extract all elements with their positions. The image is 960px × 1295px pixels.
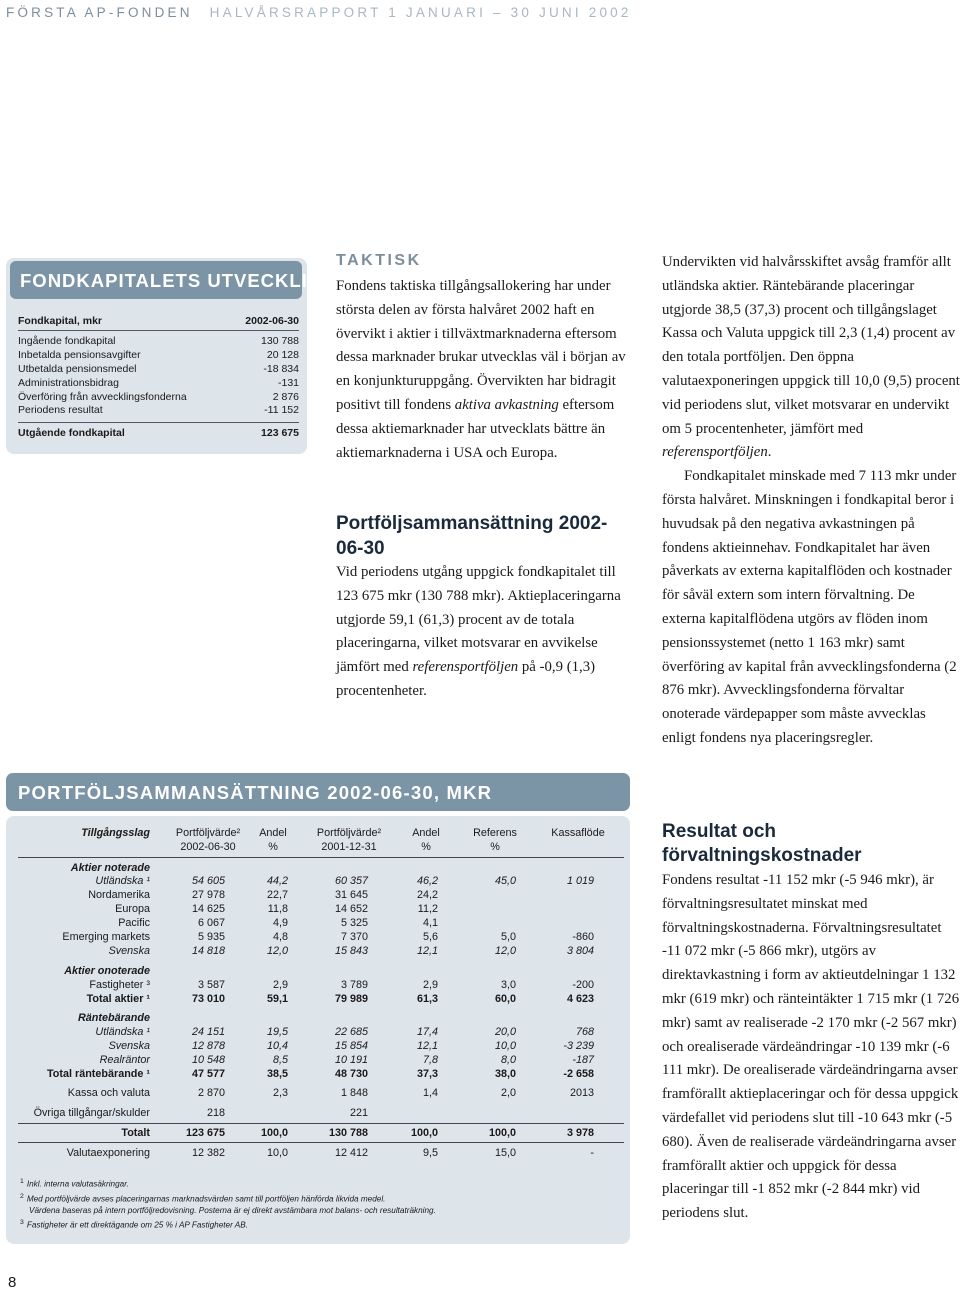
fondkapital-row-label: Inbetalda pensionsavgifter [18,348,141,361]
row-value: 7,8 [422,1054,438,1066]
portfolio-text [336,561,636,704]
row-value: 10 548 [191,1054,225,1066]
right-p1-emphasis: referensportföljen [662,444,768,461]
fondkapital-table [18,314,299,441]
portfolio-heading: Portföljsammansättning 2002-06-30 [336,513,608,559]
row-value: 27 978 [191,889,225,901]
row-value: 79 989 [334,993,368,1005]
column-subheader: % [490,841,500,853]
row-value: 4 623 [566,993,594,1005]
taktisk-p1-end: eftersom dessa aktiemarknader har utvecklats bättre än aktiemarknaderna i USA och Europa. [336,396,615,461]
footnote-text: Fastigheter är ett direktägande om 25 % i AP Fastigheter AB. [26,1221,248,1231]
table-rule [18,857,624,858]
row-value: 12,1 [416,1040,438,1052]
row-value: 1,4 [422,1087,438,1099]
row-value: 7 370 [340,931,368,943]
footnote-text: Värdena baseras på intern portföljredovisning. Posterna är ej direkt avstämbara mot balans- och resultaträkning. [29,1206,436,1216]
row-value: 46,2 [416,875,438,887]
row-value: 19,5 [266,1026,288,1038]
fondkapital-row [18,363,299,377]
row-label: Europa [115,903,150,915]
row-value: 123 675 [185,1127,225,1139]
taktisk-p1-emphasis: aktiva avkastning [454,396,559,413]
row-value: 73 010 [191,993,225,1005]
row-label: Övriga tillgångar/skulder [33,1107,150,1119]
row-value: 1 848 [340,1087,368,1099]
row-value: -3 239 [563,1040,594,1052]
column-subheader: % [268,841,278,853]
row-value: 22,7 [266,889,288,901]
row-value: 45,0 [494,875,516,887]
row-label: Valutaexponering [66,1147,150,1159]
row-value: 3 789 [340,979,368,991]
result-text [662,869,960,1226]
row-value: 11,8 [267,903,288,915]
row-value: 47 577 [191,1068,225,1080]
row-label: Total räntebärande ¹ [47,1068,150,1080]
table-rule [18,1142,624,1143]
fondkapital-row-value: -131 [277,376,299,389]
row-value: 5 935 [197,931,225,943]
row-value: 2,9 [272,979,288,991]
right-p1-end: . [767,444,772,461]
portfolio-p1: Vid periodens utgång uppgick fondkapitalet till 123 675 mkr (130 788 mkr). Aktieplaceringarna utgjorde 59,1 (61,3) procent av de totala placeringarna, vilket motsvarar en avvikelse jämfört med [336,564,621,676]
row-value: 9,5 [422,1147,438,1159]
footnote [20,1191,436,1206]
column-subheader: 2002-06-30 [180,841,236,853]
row-value: - [590,1147,594,1159]
fondkapital-head-date: 2002-06-30 [245,315,299,327]
result-p1: Fondens resultat -11 152 mkr (-5 946 mkr), är förvaltningsresultatet minskat med förvaltningskostnaderna. Förvaltningsresultatet -11 072 mkr (-5 866 mkr), utgörs av direktavkastning i form av aktieutdelningar 1 132 mkr (619 mkr) och ränteintäkter 1 715 mkr (1 726 mkr) samt av realiserade -2 170 mkr (-2 567 mkr) och orealiserade värdeändringar -10 139 mkr (-6 111 mkr). De orealiserade värdeändringarna avser framförallt aktieplaceringar och för dessa uppgick värdefallet vid periodens slut till -10 643 mkr (-5 680). Även de realiserade värdeändringarna avser framförallt aktier och uppgick för dessa placeringar till -1 852 mkr (-2 844 mkr) vid periodens slut. [662,872,960,1222]
row-value: 5 325 [340,917,368,929]
footnote-text: Med portföljvärde avses placeringarnas marknadsvärden samt till portföljen hänförda likvida medel. [26,1194,386,1204]
row-value: 54 605 [191,875,225,887]
row-label: Utländska ¹ [95,875,150,887]
portfolio-table-box [6,816,630,1244]
portfolio-p1-emphasis: referensportföljen [412,659,519,676]
report-title: HALVÅRSRAPPORT 1 JANUARI – 30 JUNI 2002 [209,5,632,20]
row-value: 768 [575,1026,594,1038]
row-label: Utländska ¹ [95,1026,150,1038]
fondkapital-box [6,258,338,454]
publisher-name: FÖRSTA AP-FONDEN [6,5,193,20]
row-value: 100,0 [260,1127,288,1139]
row-label: Totalt [121,1127,150,1139]
fondkapital-row-value: 130 788 [261,335,299,347]
row-value: 10,0 [266,1147,288,1159]
row-value: 130 788 [328,1127,368,1139]
fondkapital-row-label: Administrationsbidrag [18,376,119,389]
row-value: 5,6 [422,931,438,943]
row-value: 12 878 [191,1040,225,1052]
row-value: 17,4 [416,1026,438,1038]
row-value: 12,1 [416,945,438,957]
fondkapital-row-value: 2 876 [272,390,299,403]
row-value: 2,9 [422,979,438,991]
taktisk-text [336,275,636,465]
portfolio-table [18,821,624,1170]
row-value: 2013 [569,1087,594,1099]
row-value: 3 804 [566,945,594,957]
row-value: 60 357 [334,875,368,887]
row-value: 10 191 [334,1054,368,1066]
fondkapital-row-value: -18 834 [263,362,299,375]
footnote-mark: 2 [20,1192,24,1200]
row-value: 4,1 [422,917,438,929]
row-value: 15 854 [334,1040,368,1052]
portfolio-footnotes [20,1176,436,1232]
row-value: 12,0 [266,945,288,957]
row-value: 221 [349,1107,368,1119]
footnote-mark: 1 [20,1178,24,1185]
column-header: Portföljvärde² [316,827,382,839]
taktisk-p1: Fondens taktiska tillgångsallokering har under största delen av första halvåret 2002 haft en övervikt i aktier i tillväxtmarknaderna eftersom dessa marknader brukar utvecklas väl i början av en konjunkturuppgång. Övervikten har bidragit positivt till fondens [336,278,626,413]
column-header: Kassaflöde [551,827,605,839]
row-label: Pacific [118,917,150,929]
row-value: 1 019 [566,875,594,887]
row-value: 10,0 [494,1040,516,1052]
row-value: 15,0 [494,1147,516,1159]
row-value: 31 645 [334,889,368,901]
right-p1: Undervikten vid halvårsskiftet avsåg framför allt utländska aktier. Räntebärande placeringar utgjorde 38,5 (37,3) procent och tillgångslaget Kassa och Valuta uppgick till 2,3 (1,4) procent av den totala portföljen. Den öppna valutaexponeringen uppgick till 10,0 (9,5) procent vid periodens slut, vilket motsvarar en undervikt om 5 procentenheter, jämfört med [662,254,960,437]
row-value: 100,0 [410,1127,438,1139]
fondkapital-row-label: Överföring från avvecklingsfonderna [18,390,187,403]
row-value: 10,4 [266,1040,288,1052]
row-value: 38,5 [266,1068,288,1080]
row-label: Räntebärande [78,1012,150,1024]
portfolio-p1-end: på -0,9 (1,3) procentenheter. [336,659,596,699]
row-value: 5,0 [500,931,516,943]
row-label: Fastigheter ³ [89,979,150,991]
row-value: 15 843 [334,945,368,957]
row-value: 3 587 [197,979,225,991]
row-value: 218 [206,1107,225,1119]
row-value: 14 625 [191,903,225,915]
running-header [6,5,632,20]
footnote [20,1217,436,1232]
row-value: 12 412 [334,1147,368,1159]
row-value: 60,0 [494,993,516,1005]
row-value: 61,3 [416,993,438,1005]
row-value: 4,9 [272,917,288,929]
row-value: 8,5 [272,1054,288,1066]
row-value: 14 652 [334,903,368,915]
footnote-mark: 3 [20,1219,24,1227]
row-value: 8,0 [500,1054,516,1066]
fondkapital-row [18,404,299,418]
row-label: Realräntor [99,1054,150,1066]
row-value: 48 730 [334,1068,368,1080]
row-value: 3,0 [500,979,516,991]
row-value: 100,0 [488,1127,516,1139]
fondkapital-row [18,349,299,363]
row-value: 6 067 [197,917,225,929]
row-value: 59,1 [266,993,288,1005]
row-value: 44,2 [266,875,288,887]
footnote [20,1176,436,1191]
row-value: 14 818 [191,945,225,957]
fondkapital-head-row [18,314,299,331]
row-value: 3 978 [566,1127,594,1139]
fondkapital-row-value: 20 128 [266,348,299,361]
row-label: Svenska [108,1040,150,1052]
row-value: 12 382 [191,1147,225,1159]
row-value: -187 [572,1054,594,1066]
fondkapital-out-value: 123 675 [261,427,299,440]
footnote-text: Inkl. interna valutasäkringar. [26,1179,129,1189]
fondkapital-title: FONDKAPITALETS UTVECKLING [10,261,302,299]
fondkapital-out-row [18,422,299,441]
fondkapital-row-label: Utbetalda pensionsmedel [18,362,137,375]
taktisk-heading: TAKTISK [336,252,422,269]
row-label: Kassa och valuta [67,1087,150,1099]
row-value: 37,3 [416,1068,438,1080]
column-subheader: 2001-12-31 [321,841,377,853]
column-header: Andel [412,827,440,839]
row-value: 38,0 [494,1068,516,1080]
fondkapital-row [18,377,299,391]
fondkapital-row-value: -11 152 [264,404,299,417]
fondkapital-out-label: Utgående fondkapital [18,427,125,440]
column-header: Referens [473,827,517,839]
row-label: Svenska [108,945,150,957]
fondkapital-head-label: Fondkapital, mkr [18,315,103,327]
row-value: 2,0 [500,1087,516,1099]
right-column-text [662,251,960,751]
row-label: Aktier noterade [70,862,150,874]
fondkapital-row [18,335,299,349]
row-value: 2,3 [272,1087,288,1099]
row-value: 2 870 [197,1087,225,1099]
row-label: Aktier onoterade [64,965,150,977]
row-label: Total aktier ¹ [86,993,150,1005]
column-subheader: % [421,841,431,853]
row-value: -860 [572,931,594,943]
row-value: -2 658 [563,1068,594,1080]
row-label: Emerging markets [62,931,150,943]
row-value: -200 [572,979,594,991]
row-value: 24,2 [416,889,438,901]
row-value: 24 151 [191,1026,225,1038]
fondkapital-row-label: Periodens resultat [18,404,103,417]
fondkapital-row [18,391,299,405]
row-value: 11,2 [417,903,438,915]
result-heading: Resultat och förvaltningskostnader [662,821,862,866]
row-value: 20,0 [494,1026,516,1038]
portfolio-table-title: PORTFÖLJSAMMANSÄTTNING 2002-06-30, MKR [6,773,630,811]
column-header: Portföljvärde² [175,827,241,839]
column-header: Andel [259,827,287,839]
row-label: Nordamerika [88,889,150,901]
row-value: 12,0 [494,945,516,957]
row-value: 4,8 [272,931,288,943]
footnote [20,1205,436,1217]
fondkapital-row-label: Ingående fondkapital [18,335,116,347]
page-number: 8 [8,1274,17,1291]
column-header: Tillgångsslag [81,827,150,839]
row-value: 22 685 [334,1026,368,1038]
table-rule [18,1123,624,1124]
right-p2: Fondkapitalet minskade med 7 113 mkr under första halvåret. Minskningen i fondkapital beror i huvudsak på den negativa avkastningen på fondens aktieinnehav. Fondkapitalet har även påverkats av externa kapitalflöden och kostnader för såväl extern som intern förvaltning. De externa kapitalflödena utgörs av flöden inom pensionssystemet (netto 1 163 mkr) samt överföring av kapital från avvecklingsfonderna (2 876 mkr). Avvecklingsfonderna förvaltar onoterade värdepapper som måste avvecklas enligt fondens nya placeringsregler. [662,468,957,746]
